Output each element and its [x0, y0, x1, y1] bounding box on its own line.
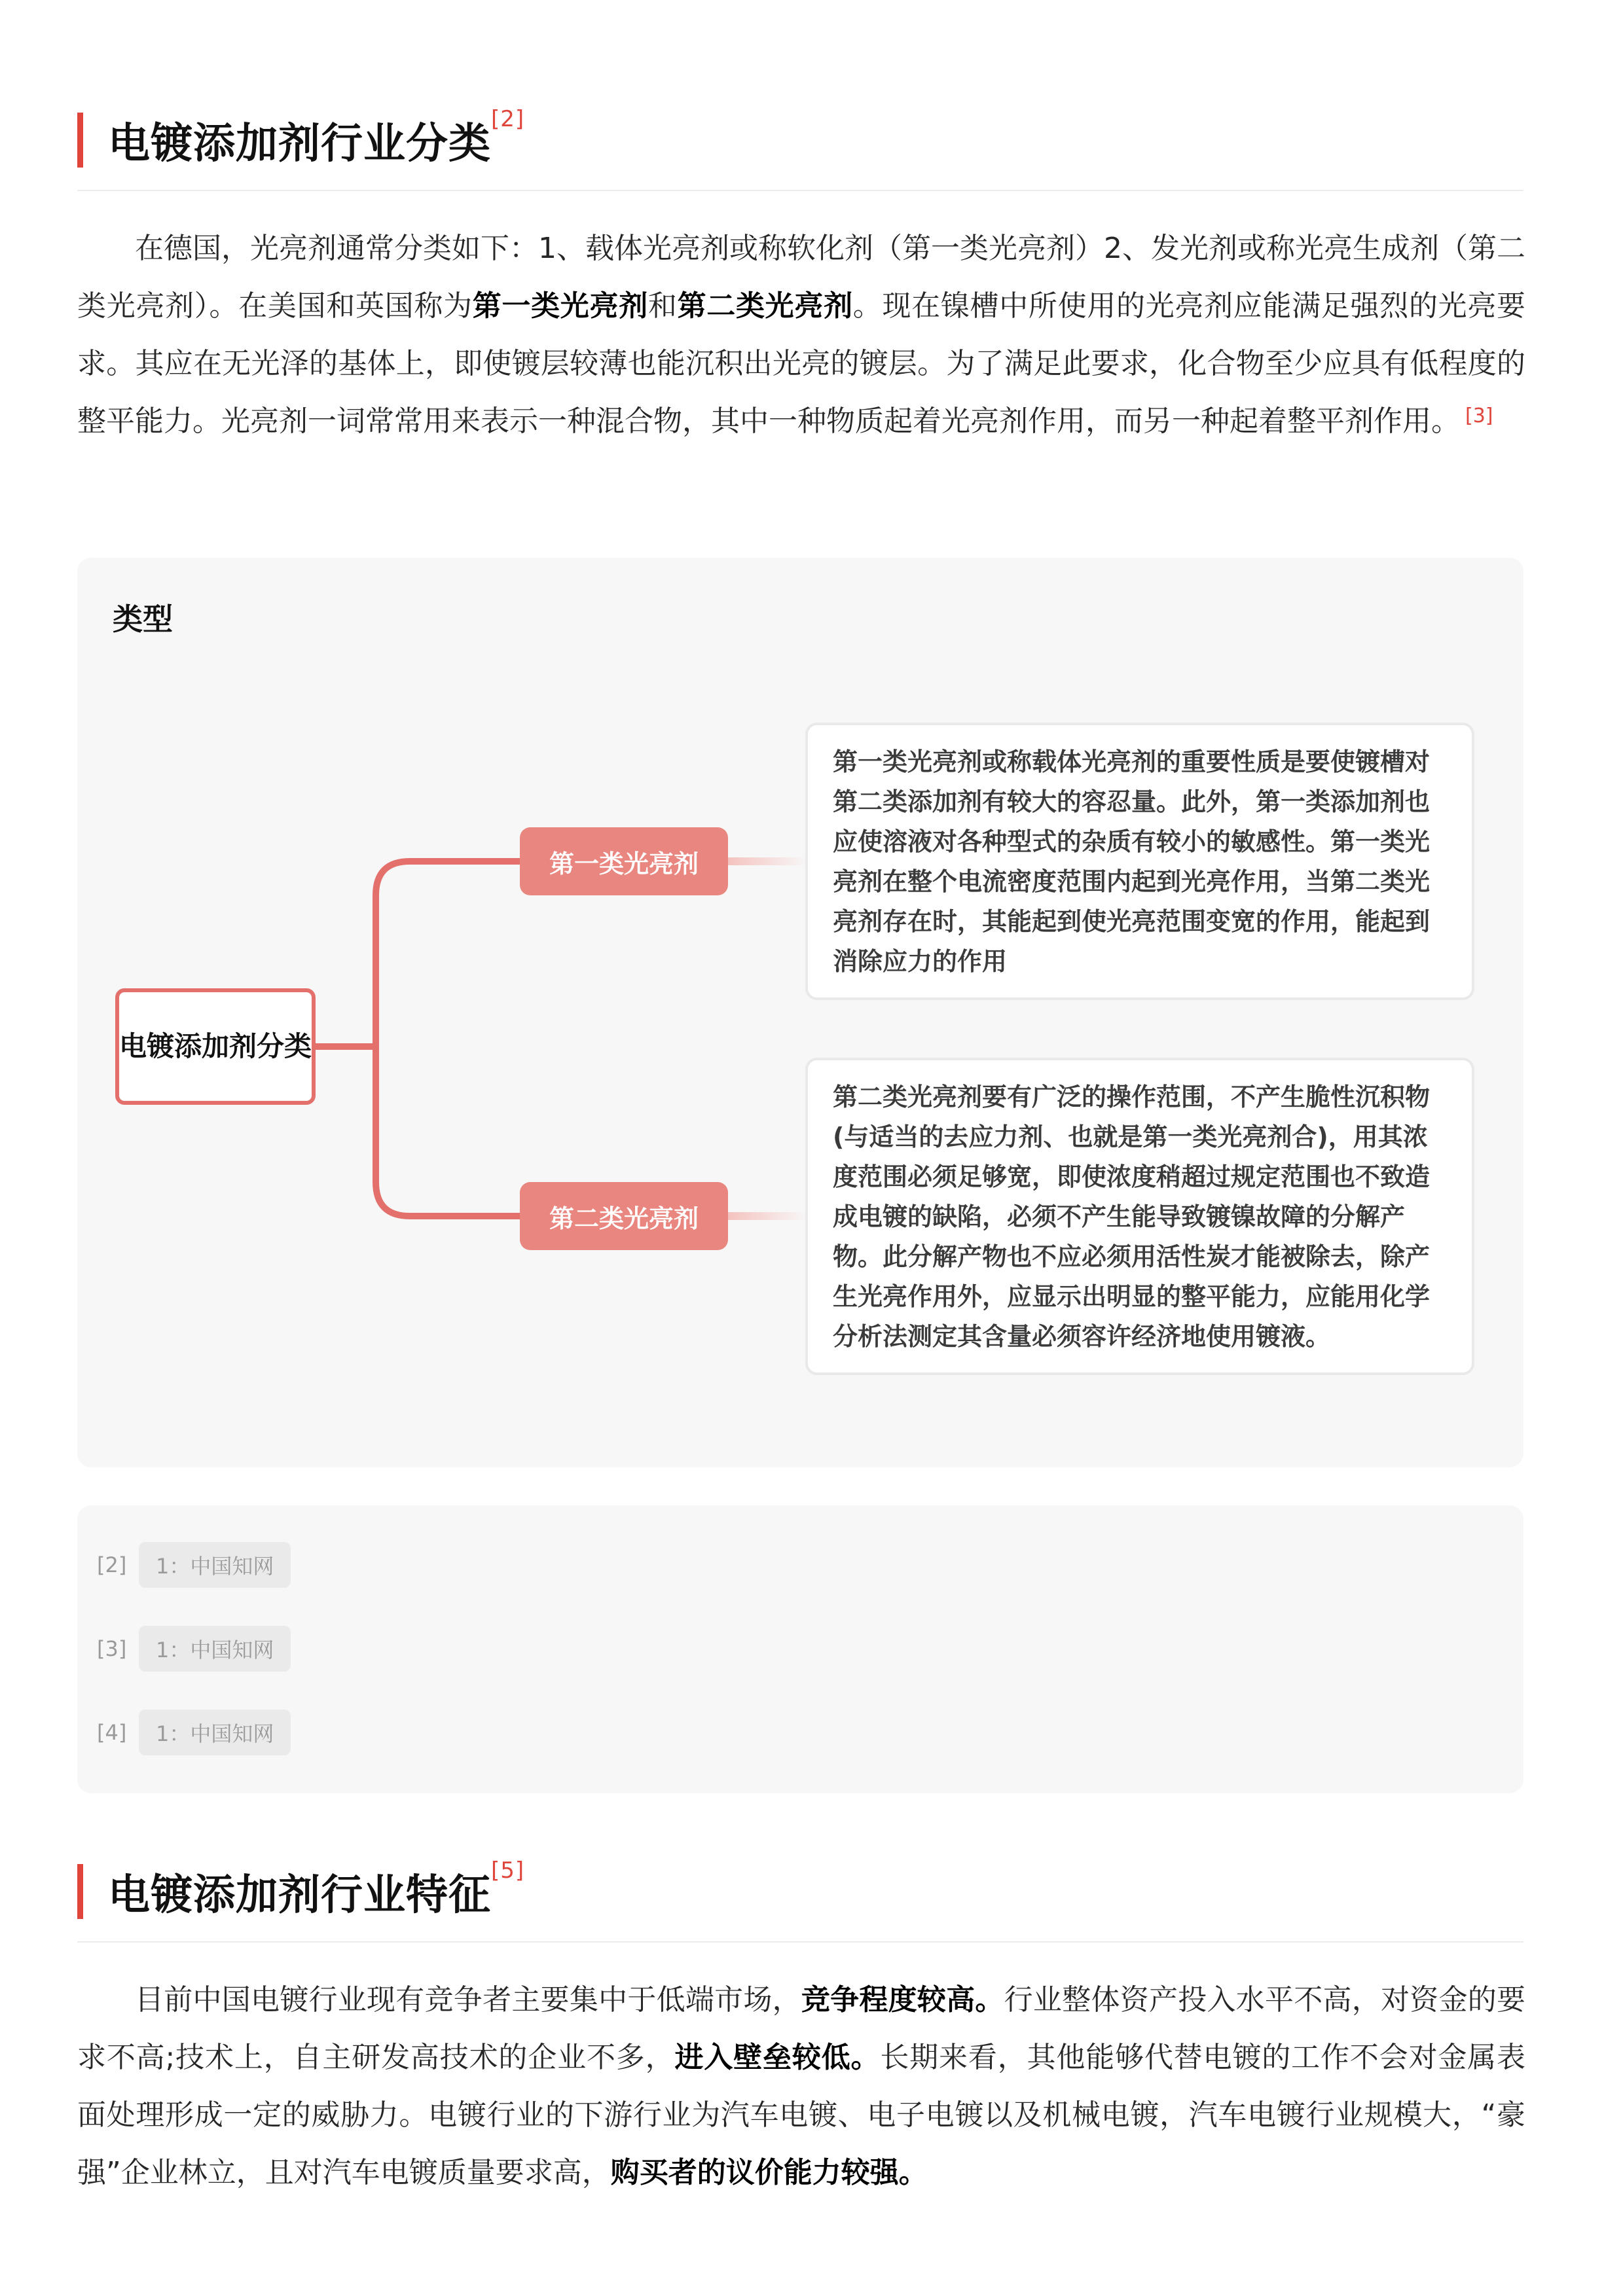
citation-link[interactable]: [2]: [491, 106, 525, 132]
mindmap-panel-title: 类型: [113, 601, 173, 637]
citation-link[interactable]: [3]: [1465, 404, 1493, 427]
connector-fade-2: [728, 1212, 807, 1220]
reference-source-link[interactable]: 1：中国知网: [139, 1542, 291, 1588]
reference-source-link[interactable]: 1：中国知网: [139, 1710, 291, 1755]
reference-number: [2]: [97, 1552, 127, 1577]
heading-accent-bar: [77, 1864, 83, 1919]
citation-link[interactable]: [5]: [491, 1857, 525, 1884]
mindmap-branch-second-brightener: 第二类光亮剂: [520, 1182, 728, 1250]
connector-fade-1: [728, 857, 807, 865]
mindmap-branch-first-brightener: 第一类光亮剂: [520, 827, 728, 895]
connector-branch-2: [376, 1047, 520, 1216]
section-heading-characteristics: [77, 1857, 525, 1920]
section-title: 电镀添加剂行业特征: [108, 1871, 491, 1920]
bold-term: 进入壁垒较低。: [674, 2041, 881, 2074]
connector-branch-1: [376, 861, 520, 1047]
reference-number: [3]: [97, 1636, 127, 1661]
reference-item: [97, 1710, 291, 1755]
bold-term: 竞争程度较高。: [801, 1983, 1004, 2017]
body-paragraph: 在德国，光亮剂通常分类如下：1、载体光亮剂或称软化剂（第一类光亮剂）2、发光剂或称光亮生成剂（第二类光亮剂）。在美国和英国称为第一类光亮剂和第二类光亮剂。现在镍槽中所使用的光亮剂应能满足强烈的光亮要求。其应在无光泽的基体上，即使镀层较薄也能沉积出光亮的镀层。为了满足此要求，化合物至少应具有低程度的整平能力。光亮剂一词常常用来表示一种混合物，其中一种物质起着光亮剂作用，而另一种起着整平剂作用。 [3]: [77, 232, 1526, 438]
reference-source-link[interactable]: 1：中国知网: [139, 1626, 291, 1672]
mindmap-description-second: 第二类光亮剂要有广泛的操作范围，不产生脆性沉积物(与适当的去应力剂、也就是第一类光亮剂合)，用其浓度范围必须足够宽，即使浓度稍超过规定范围也不致造成电镀的缺陷，必须不产生能导致镀镍故障的分解产物。此分解产物也不应必须用活性炭才能被除去，除产生光亮作用外，应显示出明显的整平能力，应能用化学分析法测定其含量必须容许经济地使用镀液。: [805, 1058, 1474, 1375]
reference-item: [97, 1542, 291, 1588]
body-paragraph: 目前中国电镀行业现有竞争者主要集中于低端市场，竞争程度较高。行业整体资产投入水平不高，对资金的要求不高;技术上，自主研发高技术的企业不多，进入壁垒较低。长期来看，其他能够代替电镀的工作不会对金属表面处理形成一定的威胁力。电镀行业的下游行业为汽车电镀、电子电镀以及机械电镀，汽车电镀行业规模大，“豪强”企业林立，且对汽车电镀质量要求高，购买者的议价能力较强。: [77, 1983, 1526, 2189]
section-title: 电镀添加剂行业分类: [108, 120, 491, 168]
reference-item: [97, 1626, 291, 1672]
reference-number: [4]: [97, 1720, 127, 1745]
bold-term: 第二类光亮剂: [677, 289, 853, 323]
bold-term: 购买者的议价能力较强。: [610, 2156, 928, 2189]
bold-term: 第一类光亮剂: [472, 289, 648, 323]
divider: [77, 1941, 1523, 1943]
mindmap-description-first: 第一类光亮剂或称载体光亮剂的重要性质是要使镀槽对第二类添加剂有较大的容忍量。此外，第一类添加剂也应使溶液对各种型式的杂质有较小的敏感性。第一类光亮剂在整个电流密度范围内起到光亮作用，当第二类光亮剂存在时，其能起到使光亮范围变宽的作用，能起到消除应力的作用: [805, 723, 1474, 1000]
references-panel: [77, 1505, 1523, 1793]
mindmap-root-node: 电镀添加剂分类: [115, 988, 316, 1105]
